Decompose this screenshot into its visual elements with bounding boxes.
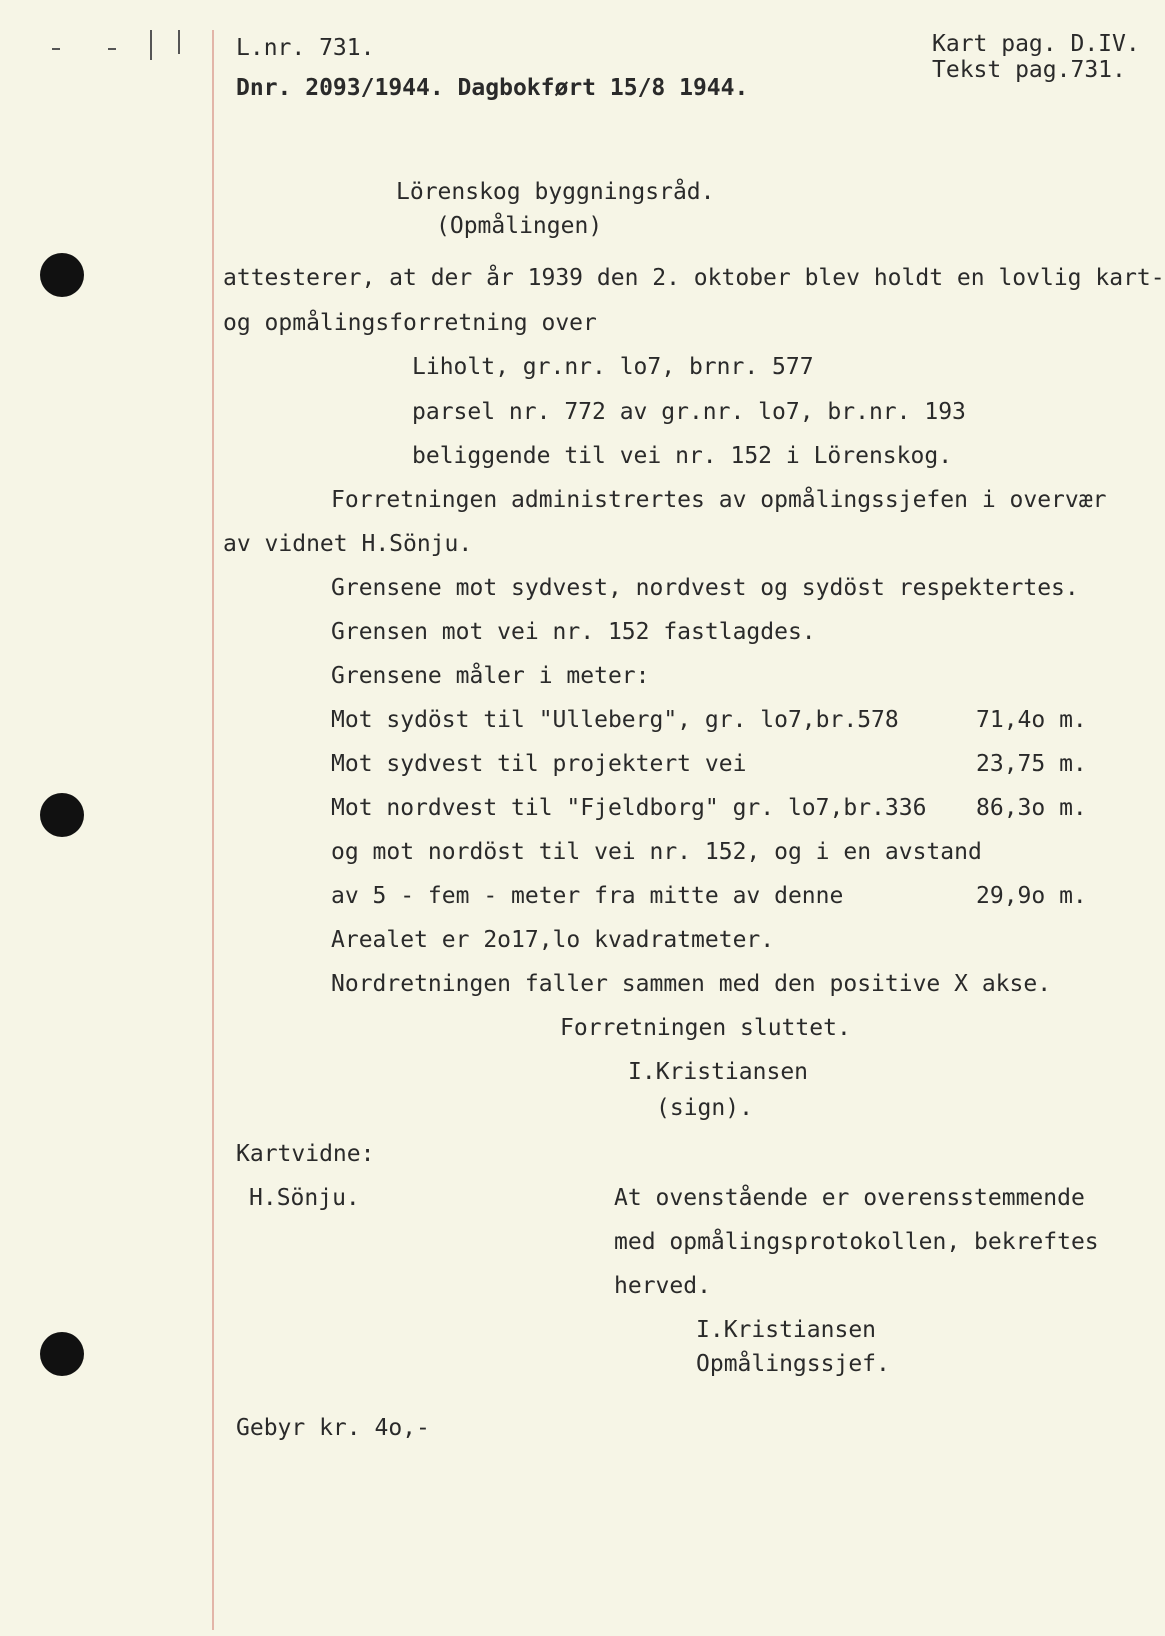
measure-line: av 5 - fem - meter fra mitte av denne bbox=[331, 883, 844, 909]
certification-line: med opmålingsprotokollen, bekreftes bbox=[614, 1229, 1099, 1255]
closing-line: Forretningen sluttet. bbox=[560, 1015, 851, 1041]
witness-label: Kartvidne: bbox=[236, 1141, 375, 1167]
body-line: av vidnet H.Sönju. bbox=[223, 531, 473, 557]
lnr-line: L.nr. 731. bbox=[236, 35, 375, 61]
signature-title: Opmålingssjef. bbox=[696, 1351, 890, 1377]
measure-value: 86,3o m. bbox=[976, 795, 1087, 821]
punch-hole-bottom bbox=[40, 1332, 84, 1376]
title-line1: Lörenskog byggningsråd. bbox=[396, 179, 715, 205]
fee-line: Gebyr kr. 4o,- bbox=[236, 1415, 430, 1441]
body-line: Grensene måler i meter: bbox=[331, 663, 650, 689]
property-line: Liholt, gr.nr. lo7, brnr. 577 bbox=[412, 354, 814, 380]
dnr-line: Dnr. 2093/1944. Dagbokført 15/8 1944. bbox=[236, 75, 749, 101]
body-line: Grensene mot sydvest, nordvest og sydöst respektertes. bbox=[331, 575, 1079, 601]
body-line: Forretningen administrertes av opmålingssjefen i overvær bbox=[331, 487, 1107, 513]
margin-line bbox=[212, 30, 214, 1630]
body-line: og opmålingsforretning over bbox=[223, 310, 597, 336]
body-line: attesterer, at der år 1939 den 2. oktober blev holdt en lovlig kart- bbox=[223, 265, 1165, 291]
signature-name: I.Kristiansen bbox=[628, 1059, 809, 1085]
certification-line: herved. bbox=[614, 1273, 711, 1299]
signature-name: I.Kristiansen bbox=[696, 1317, 877, 1343]
scan-mark bbox=[108, 48, 116, 50]
measure-value: 29,9o m. bbox=[976, 883, 1087, 909]
measure-line: Mot sydöst til "Ulleberg", gr. lo7,br.578 bbox=[331, 707, 899, 733]
measure-line: og mot nordöst til vei nr. 152, og i en avstand bbox=[331, 839, 982, 865]
scan-mark bbox=[150, 30, 152, 60]
punch-hole-top bbox=[40, 253, 84, 297]
certification-line: At ovenstående er overensstemmende bbox=[614, 1185, 1085, 1211]
scan-mark bbox=[178, 30, 180, 54]
area-line: Arealet er 2o17,lo kvadratmeter. bbox=[331, 927, 775, 953]
measure-line: Mot sydvest til projektert vei bbox=[331, 751, 747, 777]
property-line: parsel nr. 772 av gr.nr. lo7, br.nr. 193 bbox=[412, 399, 966, 425]
body-line: Grensen mot vei nr. 152 fastlagdes. bbox=[331, 619, 816, 645]
tekst-pag: Tekst pag.731. bbox=[932, 57, 1126, 83]
measure-value: 23,75 m. bbox=[976, 751, 1087, 777]
kart-pag: Kart pag. D.IV. bbox=[932, 31, 1140, 57]
punch-hole-middle bbox=[40, 793, 84, 837]
measure-line: Mot nordvest til "Fjeldborg" gr. lo7,br.336 bbox=[331, 795, 927, 821]
witness-name: H.Sönju. bbox=[249, 1185, 360, 1211]
measure-value: 71,4o m. bbox=[976, 707, 1087, 733]
title-line2: (Opmålingen) bbox=[436, 213, 603, 239]
north-line: Nordretningen faller sammen med den positive X akse. bbox=[331, 971, 1052, 997]
signature-mark: (sign). bbox=[656, 1095, 753, 1121]
scan-mark bbox=[52, 48, 60, 50]
property-line: beliggende til vei nr. 152 i Lörenskog. bbox=[412, 443, 953, 469]
